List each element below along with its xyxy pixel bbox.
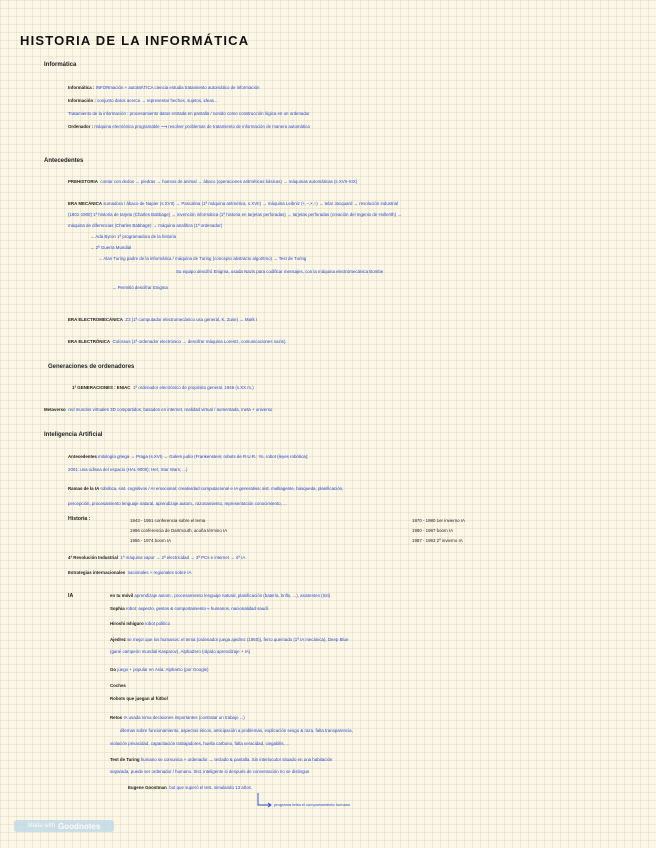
ia-antecedentes-line-0 xyxy=(68,455,308,459)
alan-turing-item-0: → Ada Byron 1ª programadora de la historia xyxy=(90,234,177,239)
ia-list-label: Retos xyxy=(110,715,123,720)
ia-list-text: robot; aspecto, gestos & comportamiento ≈ humanos, nacionalidad saudí. xyxy=(125,606,270,611)
alan-turing-item-3: Su equipo descifró Enigma, usada Nazis para codificar mensajes, con la máquina electromecánica Bombe xyxy=(176,269,384,274)
estrategias-text: nacionales + regionales sobre IA xyxy=(127,570,192,575)
historia-left-1: 1956 conferencia de Dartmouth, acuña término IA xyxy=(130,528,228,533)
section-heading-antecedentes: Antecedentes xyxy=(44,158,84,164)
metaverso-label: Metaverso xyxy=(44,407,66,412)
revolucion-line xyxy=(68,556,245,560)
eugene-note: programa imita el comportamiento humano xyxy=(274,802,351,807)
ia-list-label: Coches xyxy=(110,683,126,688)
era-mecanica-line-text: máquina de diferencias (Charles Babbage) → máquina analítica (1ª ordenador) xyxy=(68,223,223,228)
ia-list-line-6 xyxy=(110,684,126,688)
section-heading-generaciones: Generaciones de ordenadores xyxy=(48,364,135,370)
eugene-label: Eugene Goostman xyxy=(128,785,167,790)
historia-label: Historia : xyxy=(68,516,91,522)
ia-list-text: IA usada toma decisiones importantes (contratar un trabajo ...) xyxy=(123,715,245,720)
historia-right-1: 1980 - 1987 boom IA xyxy=(412,528,454,533)
prehistoria-line xyxy=(68,180,357,184)
informatica-line-2 xyxy=(68,112,310,116)
ia-ramas-line-text: robótica, sist. cognitivos / AI emocional; creatividad computacional e IA generativa; sist. multiagente, búsqueda, planificación, xyxy=(100,486,344,491)
ia-list-line-1 xyxy=(110,607,269,611)
footer-brand: Goodnotes xyxy=(58,821,101,831)
section-heading-informatica: Informática xyxy=(44,62,77,68)
historia-right-2: 1987 - 1993 2º invierno IA xyxy=(412,538,463,543)
informatica-line-text: conjunto datos acerca → representar hechos, sujetos, ideas... xyxy=(97,98,218,103)
estrategias-label: Estrategias internacionales xyxy=(68,570,126,575)
prehistoria-text: contar con dedos → piedras → huesos de animal → ábaco (operaciones aritméticas básicas) → máquinas automáticas (s.XVII-XIX) xyxy=(100,179,358,184)
era-mecanica-line-text: sumadora / ábaco de Napier (s.XVII) → Pascalina (1ª máquina aritmética, s.XVII) → máquina Leibniz (+,−,×,÷) → telar Jacquard → revolución industrial xyxy=(103,201,399,206)
informatica-line-0 xyxy=(68,86,259,90)
era-electromecanica-label: ERA ELECTROMECÁNICA xyxy=(68,317,123,322)
historia-left-0: 1943 - 1951 conferencia sobre el tema xyxy=(130,518,206,523)
alan-turing-item-2: → Alan Turing padre de la informática / máquina de Turing (concepto abstracto algoritmo) → Test de Turing xyxy=(98,256,307,261)
informatica-line-text: INFORmación + autoMÁTICA ciencia estudia tratamiento automático de información xyxy=(95,85,260,90)
alan-turing-item-1: → 2ª Guerra Mundial xyxy=(90,245,132,250)
ia-list-line-7 xyxy=(110,697,168,701)
section-heading-ia: Inteligencia Artificial xyxy=(44,432,103,438)
ia-antecedentes-line-1 xyxy=(68,468,188,472)
estrategias-line xyxy=(68,571,191,575)
ia-list-label: Hiroshi Ishiguro xyxy=(110,621,144,626)
ia-list-line-2 xyxy=(110,622,170,626)
ia-list-line-5 xyxy=(110,668,209,672)
revolucion-label: 4ª Revolución Industrial xyxy=(68,555,118,560)
era-electronica-text: Colossus (1ª ordenador electrónico → descifrar máquina Lorentz, comunicaciones nazis). xyxy=(112,339,287,344)
eugene-text: bot que superó el test, simulando 13 años. xyxy=(169,785,252,790)
era-electromecanica-line xyxy=(68,318,257,322)
eugene-line xyxy=(128,786,252,790)
metaverso-text: red mundos virtuales 3D compartidos, basados en internet, realidad virtual / aumentada, meta + universo xyxy=(68,407,273,412)
ia-list-text: se mejor que los humanos: el tema (ordenador juega ajedrez (1950)), ferro quemado (1ª IA mecánica), Deep Blue xyxy=(127,637,349,642)
footer-prefix: Made with xyxy=(27,823,56,829)
era-mecanica-line-0 xyxy=(68,202,398,206)
ia-list-line-3 xyxy=(110,638,348,642)
ia-list-text: robot político xyxy=(144,621,171,626)
informatica-line-1 xyxy=(68,99,218,103)
ia-list-text: (gané campeón mundial Kasparov), AlphaZero (rápido aprendizaje + IA) xyxy=(110,649,251,654)
ia-list-label: en tu móvil xyxy=(110,593,134,598)
ia-list-label: Go xyxy=(110,667,117,672)
ia-list-label: Sophia xyxy=(110,606,125,611)
ia-list-label: Test de Turing xyxy=(110,757,140,762)
era-mecanica-line-1 xyxy=(68,213,402,217)
historia-right-0: 1970 - 1980 1er invierno IA xyxy=(412,518,465,523)
ia-list-line-4 xyxy=(110,650,250,654)
ia-list-line-12 xyxy=(110,770,309,774)
ia-list-line-11 xyxy=(110,758,332,762)
era-electronica-label: ERA ELECTRÓNICA xyxy=(68,339,111,344)
prehistoria-label: PREHISTORIA xyxy=(68,179,98,184)
ia-list-label: Robots que juegan al fútbol xyxy=(110,696,168,701)
ia-ramas-line-0 xyxy=(68,487,343,491)
generacion-text: 1ª ordenador electrónico de propósito general, 1946 (s.XX m.) xyxy=(132,385,254,390)
revolucion-text: 1ª máquina vapor → 2ª electricidad → 3ª PCs e internet → 4ª IA xyxy=(120,555,246,560)
alan-turing-item-4: → Permitió descifrar Enigma xyxy=(112,285,168,290)
informatica-line-text: Tratamiento de la información : procesamiento datos entrada en pantalla / sonido como construcción lógica en un ordenador xyxy=(68,111,310,116)
era-electromecanica-text: Z3 (1ª computador electromecánico uso general, K. Zuse) → Mark I xyxy=(125,317,258,322)
informatica-line-label: Información : xyxy=(68,98,96,103)
goodnotes-badge xyxy=(14,820,114,832)
ia-list-label: Ajedrez xyxy=(110,637,126,642)
generacion-label: 1ª GENERACIONES : ENIAC xyxy=(72,385,131,390)
ia-antecedentes-line-label: Antecedentes xyxy=(68,454,97,459)
ia-list-line-10 xyxy=(110,742,290,746)
ia-list-text: aprendizaje autom., procesamiento lenguaje natural, planificación (batería, brillo, ...), asistentes (Siri) xyxy=(134,593,331,598)
informatica-line-label: Informática : xyxy=(68,85,95,90)
ia-list-line-9 xyxy=(120,729,353,733)
ia-ramas-line-text: percepción, procesamiento lenguaje natural, aprendizaje autom., razonamiento, representación conocimiento, ... xyxy=(68,501,287,506)
ia-ramas-line-label: Ramas de la IA xyxy=(68,486,100,491)
informatica-line-text: máquina electrónica programable ⟶ resolver problemas de tratamiento de información de manera automática xyxy=(94,124,310,129)
era-mecanica-line-label: ERA MECÁNICA xyxy=(68,201,102,206)
informatica-line-label: Ordenador : xyxy=(68,124,94,129)
historia-left-2: 1956 - 1974 boom IA xyxy=(130,538,172,543)
ia-list-line-0 xyxy=(110,594,330,598)
metaverso-line xyxy=(44,408,272,412)
era-electronica-line xyxy=(68,340,287,344)
era-mecanica-line-2 xyxy=(68,224,222,228)
ia-ramas-line-1 xyxy=(68,502,287,506)
informatica-line-3 xyxy=(68,125,310,129)
ia-list-text: dilemas sobre funcionamiento, aspectos éticos, anticipación a problemas, explicación sesgo & raza, falta transparencia, xyxy=(120,728,353,733)
ia-antecedentes-line-text: mitología griega → Praga (s.XVI) → Golem judío (Frankenstein; robots de R.U.R.; Yo, robot (leyes robótica); xyxy=(98,454,309,459)
ia-list-text: separada, puede ser ordenador / humano. Sist. inteligente si después de conversación no se distingue xyxy=(110,769,310,774)
generacion-line xyxy=(72,386,254,390)
ia-list-text: humano se comunica + ordenador → teclado & pantalla. Sin interlocutor situado en una habitación xyxy=(140,757,333,762)
ia-list-text: violación privacidad, capacitación trabajadores, huella carbono, falta veracidad, ciegabilis, ... xyxy=(110,741,290,746)
ia-list-label: IA xyxy=(68,593,74,599)
era-mecanica-line-text: (1801-1900) 1ª historia de tarjeta (Charles Babbage) → invención informática (1ª historia en tarjetas perforadas) → tarjetas perforadas (creación del Ingenio de Hollerith) → xyxy=(68,212,402,217)
ia-list-text: juego + popular en Asia: AlphaGo (por Google) xyxy=(117,667,209,672)
ia-antecedentes-line-text: 2001: una odisea del espacio (HAL 9000); Her; Star Wars; ...) xyxy=(68,467,188,472)
page-title: HISTORIA DE LA INFORMÁTICA xyxy=(20,33,250,48)
ia-list-line-8 xyxy=(110,716,245,720)
